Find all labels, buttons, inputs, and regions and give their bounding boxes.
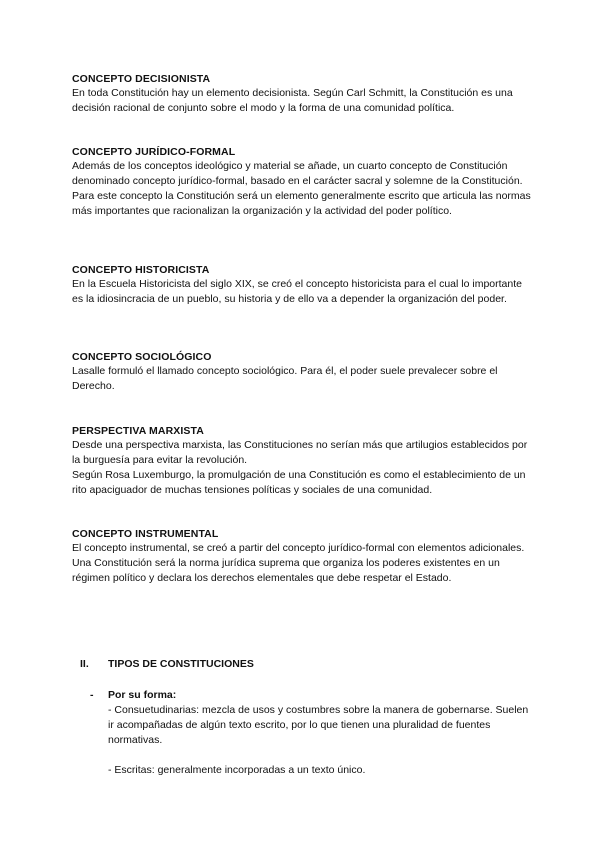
section-paragraph: Desde una perspectiva marxista, las Constituciones no serían más que artilugios establecidos por la burguesía para evitar la revolución.: [72, 439, 528, 466]
section-number: II.: [80, 658, 89, 670]
section-paragraph: Según Rosa Luxemburgo, la promulgación de una Constitución es como el establecimiento de un rito apaciguador de muchas tensiones políticas y sociales de una comunidad.: [72, 469, 526, 496]
section-paragraph: Una Constitución será la norma jurídica suprema que organiza los poderes existentes en un régimen político y declara los derechos elementales que debe respetar el Estado.: [72, 557, 500, 584]
section-heading: CONCEPTO DECISIONISTA: [72, 73, 211, 85]
section-concepto-instrumental: [72, 527, 532, 586]
section-concepto-decisionista: [72, 72, 532, 116]
section-paragraph: El concepto instrumental, se creó a partir del concepto jurídico-formal con elementos adicionales.: [72, 542, 525, 554]
section-concepto-juridico-formal: [72, 145, 532, 219]
section-concepto-historicista: [72, 263, 532, 307]
section-paragraph: Lasalle formuló el llamado concepto sociológico. Para él, el poder suele prevalecer sobre el Derecho.: [72, 365, 498, 392]
list-item: - Escritas: generalmente incorporadas a un texto único.: [108, 764, 366, 776]
section-concepto-sociologico: [72, 350, 532, 394]
bullet-dash: -: [90, 689, 94, 701]
section-paragraph: Para este concepto la Constitución será un elemento generalmente escrito que articula las normas más importantes que racionalizan la organización y la actividad del poder político.: [72, 190, 531, 217]
subsection-label: Por su forma:: [108, 689, 177, 701]
section-heading: CONCEPTO HISTORICISTA: [72, 264, 210, 276]
subsection-por-su-forma: [90, 688, 530, 778]
section-perspectiva-marxista: [72, 424, 532, 498]
section-paragraph: En toda Constitución hay un elemento decisionista. Según Carl Schmitt, la Constitución es una decisión racional de conjunto sobre el modo y la forma de una comunidad política.: [72, 87, 513, 114]
section-paragraph: En la Escuela Historicista del siglo XIX, se creó el concepto historicista para el cual lo importante es la idiosincracia de un pueblo, su historia y de ello va a depender la organización del poder.: [72, 278, 522, 305]
section-heading: PERSPECTIVA MARXISTA: [72, 425, 204, 437]
section-heading: CONCEPTO SOCIOLÓGICO: [72, 351, 212, 363]
section-heading: CONCEPTO INSTRUMENTAL: [72, 528, 219, 540]
list-item: - Consuetudinarias: mezcla de usos y costumbres sobre la manera de gobernarse. Suelen ir acompañadas de algún texto escrito, por lo que tienen una pluralidad de fuentes normativas.: [108, 704, 529, 746]
section-title: TIPOS DE CONSTITUCIONES: [108, 658, 254, 670]
section-heading: CONCEPTO JURÍDICO-FORMAL: [72, 146, 236, 158]
section-ii-heading: [80, 657, 540, 671]
section-paragraph: Además de los conceptos ideológico y material se añade, un cuarto concepto de Constitución denominado concepto jurídico-formal, basado en el carácter sacral y solemne de la Constitución.: [72, 160, 523, 187]
